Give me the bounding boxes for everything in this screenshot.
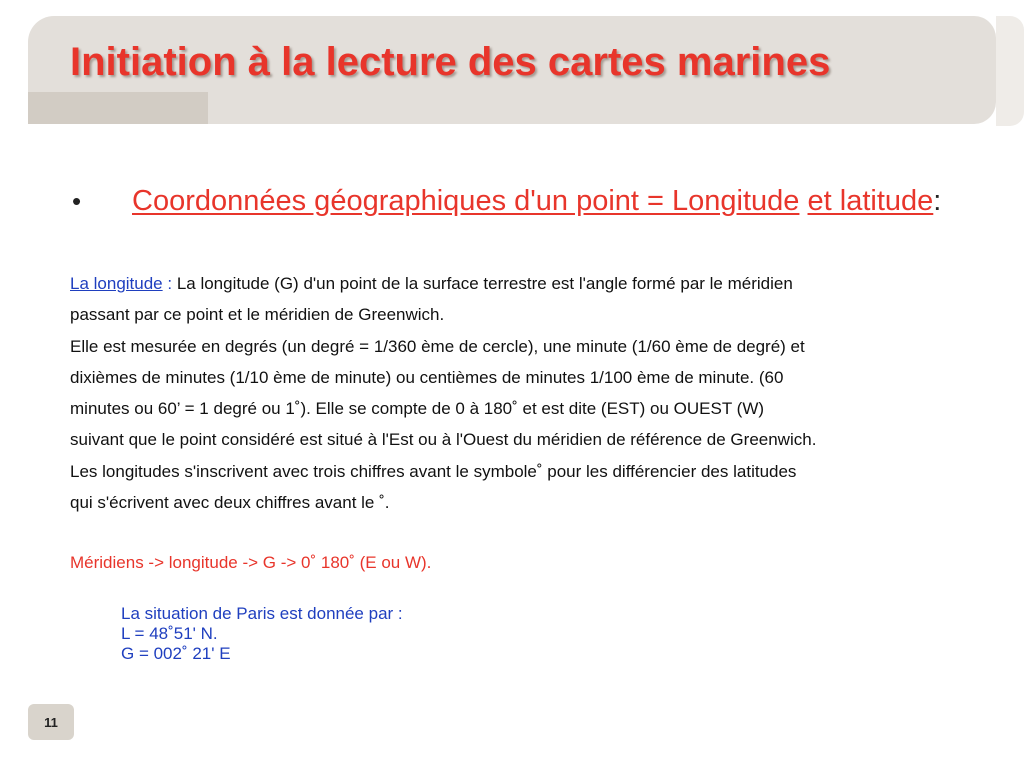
bullet-text-part1: Coordonnées géographiques d'un point = Longitude [132,185,800,217]
body-line-1-text: La longitude (G) d'un point de la surface terrestre est l'angle formé par le méridien [172,274,793,293]
longitude-link-colon: : [162,274,173,293]
bullet-heading [72,182,952,220]
title-bar-edge [996,16,1024,126]
slide-title: Initiation à la lecture des cartes marines [70,40,831,84]
bullet-colon: : [933,185,942,217]
bullet-text [122,182,952,220]
paris-line-1: La situation de Paris est donnée par : [121,604,403,623]
longitude-link[interactable]: La longitude [70,274,163,293]
paris-latitude: L = 48˚51' N. [121,624,218,643]
body-line-1 [70,268,970,299]
body-line-4: dixièmes de minutes (1/10 ème de minute) ou centièmes de minutes 1/100 ème de minute. (60 [70,367,784,387]
body-line-8: qui s'écrivent avec deux chiffres avant le ˚. [70,493,390,513]
body-line-7: Les longitudes s'inscrivent avec trois chiffres avant le symbole˚ pour les différencier des latitudes [70,461,797,481]
bullet-icon: • [72,186,82,216]
meridiens-summary: Méridiens -> longitude -> G -> 0˚ 180˚ (E ou W). [70,553,432,572]
paris-coordinates [121,604,403,664]
body-line-5: minutes ou 60’ = 1 degré ou 1˚). Elle se compte de 0 à 180˚ et est dite (EST) ou OUEST (W) [70,399,765,419]
longitude-description [70,268,970,518]
body-line-6: suivant que le point considéré est situé à l'Est ou à l'Ouest du méridien de référence de Greenwich. [70,430,817,450]
body-line-3: Elle est mesurée en degrés (un degré = 1/360 ème de cercle), une minute (1/60 ème de degré) et [70,336,805,356]
paris-longitude: G = 002˚ 21' E [121,644,231,663]
body-line-2: passant par ce point et le méridien de Greenwich. [70,305,445,325]
title-bar-accent [28,92,208,124]
bullet-text-part2: et latitude [807,185,934,217]
page-number-badge: 11 [28,704,74,740]
